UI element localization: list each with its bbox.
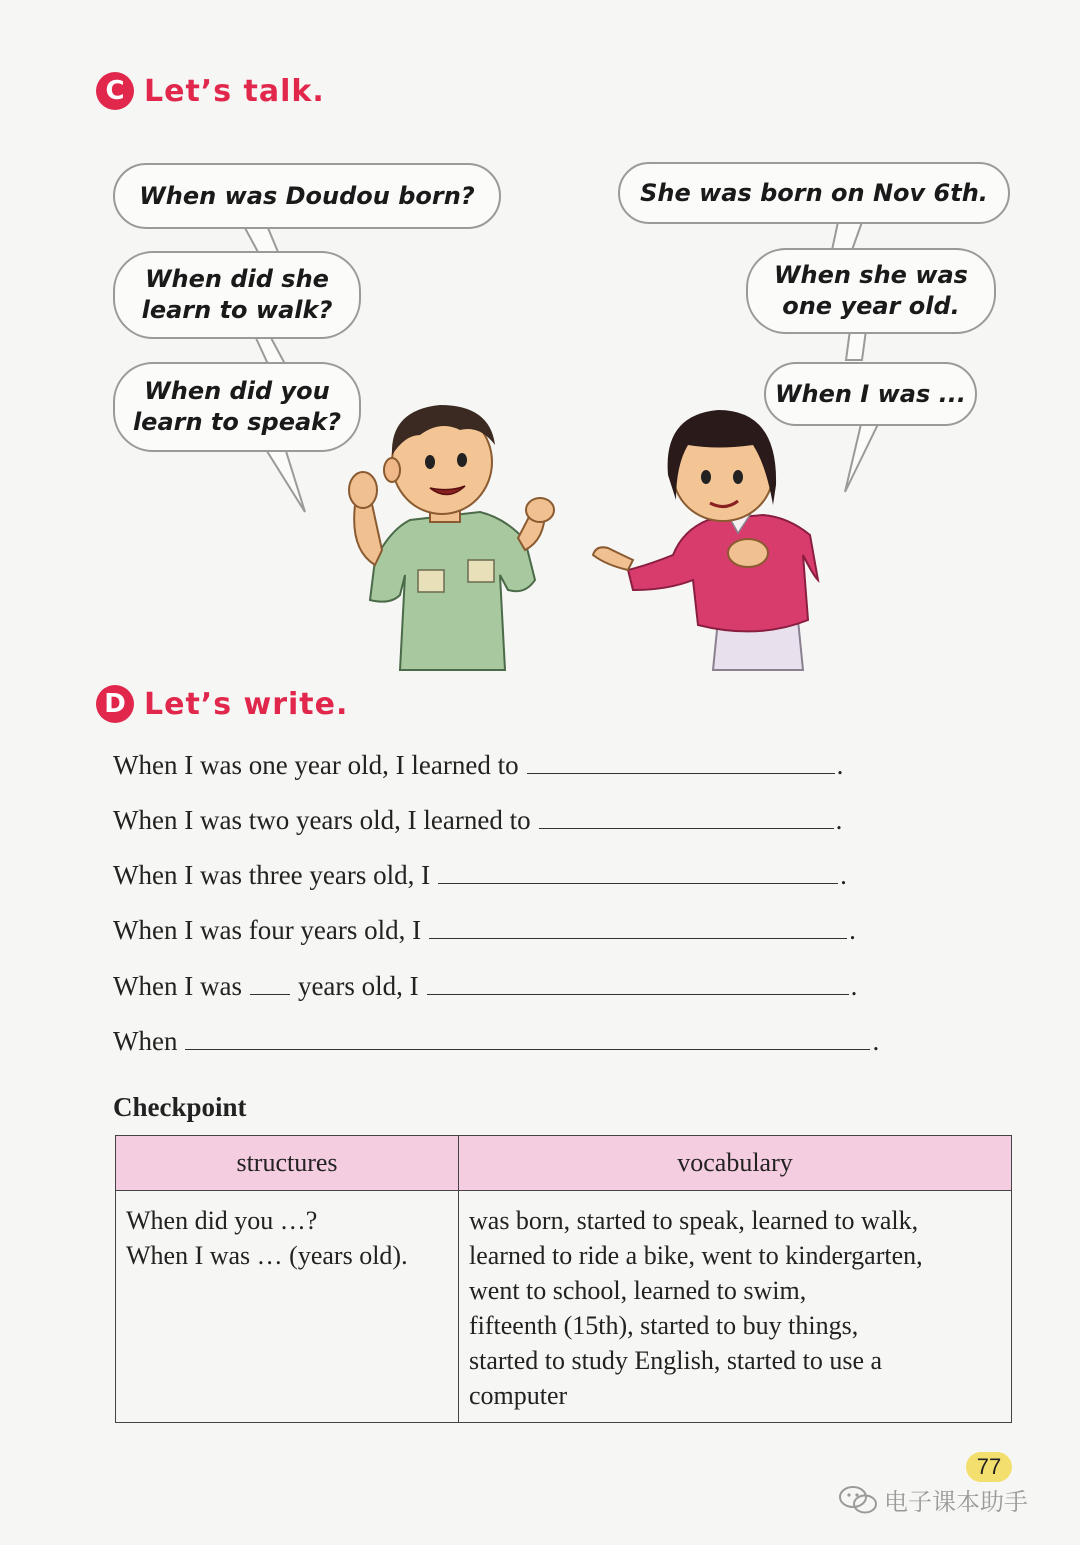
period-1: . — [836, 750, 844, 780]
bubble-born-nov: She was born on Nov 6th. — [618, 162, 1010, 224]
write-line-4 — [113, 915, 856, 946]
answer-blank-6[interactable] — [185, 1048, 870, 1050]
answer-blank-5[interactable] — [427, 993, 849, 995]
age-blank-5[interactable] — [250, 993, 290, 995]
section-c-badge: C — [96, 72, 134, 110]
vocab-line: went to school, learned to swim, — [469, 1276, 807, 1305]
write-prompt-5a: When I was — [113, 971, 242, 1001]
write-prompt-3: When I was three years old, I — [113, 860, 431, 890]
vocab-line: learned to ride a bike, went to kindergarten, — [469, 1241, 923, 1270]
checkpoint-body-row — [116, 1191, 1012, 1423]
bubble-one-year-old: When she was one year old. — [746, 248, 996, 334]
vocab-line: fifteenth (15th), started to buy things, — [469, 1311, 859, 1340]
write-prompt-6: When — [113, 1026, 178, 1056]
period-4: . — [849, 915, 856, 945]
watermark-text: 电子课本助手 — [884, 1488, 1028, 1516]
bubble-when-i-was: When I was ... — [764, 362, 977, 426]
period-3: . — [840, 860, 847, 890]
girl-illustration — [588, 405, 828, 675]
section-d-header — [96, 685, 348, 723]
write-prompt-1: When I was one year old, I learned to — [113, 750, 519, 780]
answer-blank-4[interactable] — [429, 937, 847, 939]
bubble-when-born: When was Doudou born? — [113, 163, 501, 229]
vocab-line: started to study English, started to use a — [469, 1346, 883, 1375]
vocabulary-cell — [459, 1191, 1012, 1423]
structures-cell — [116, 1191, 459, 1423]
vocab-line: was born, started to speak, learned to walk, — [469, 1206, 919, 1235]
page-number: 77 — [966, 1452, 1012, 1482]
write-line-2 — [113, 805, 842, 836]
write-prompt-5b: years old, I — [297, 971, 419, 1001]
period-6: . — [872, 1026, 880, 1056]
wechat-icon — [838, 1484, 878, 1516]
write-prompt-4: When I was four years old, I — [113, 915, 422, 945]
answer-blank-3[interactable] — [438, 882, 838, 884]
structure-line: When I was … (years old). — [126, 1241, 408, 1270]
checkpoint-title: Checkpoint — [113, 1092, 247, 1122]
bubble-learn-walk: When did she learn to walk? — [113, 251, 361, 339]
watermark — [838, 1482, 1028, 1517]
checkpoint-header-row — [116, 1136, 1012, 1191]
bubble-learn-speak: When did you learn to speak? — [113, 362, 361, 452]
section-d-badge: D — [96, 685, 134, 723]
period-5: . — [850, 971, 858, 1001]
section-d-title: Let’s write. — [144, 686, 349, 722]
write-line-3 — [113, 860, 847, 891]
write-line-6 — [113, 1026, 879, 1057]
boy-illustration — [330, 400, 570, 680]
section-c-title: Let’s talk. — [144, 73, 325, 109]
write-line-5 — [113, 971, 857, 1002]
write-prompt-2: When I was two years old, I learned to — [113, 805, 531, 835]
period-2: . — [835, 805, 843, 835]
structure-line: When did you …? — [126, 1206, 318, 1235]
header-structures: structures — [116, 1136, 459, 1191]
header-vocabulary: vocabulary — [459, 1136, 1012, 1191]
write-line-1 — [113, 750, 843, 781]
answer-blank-2[interactable] — [539, 827, 834, 829]
vocab-line: computer — [469, 1381, 568, 1410]
answer-blank-1[interactable] — [527, 772, 835, 774]
checkpoint-table — [115, 1135, 1012, 1423]
